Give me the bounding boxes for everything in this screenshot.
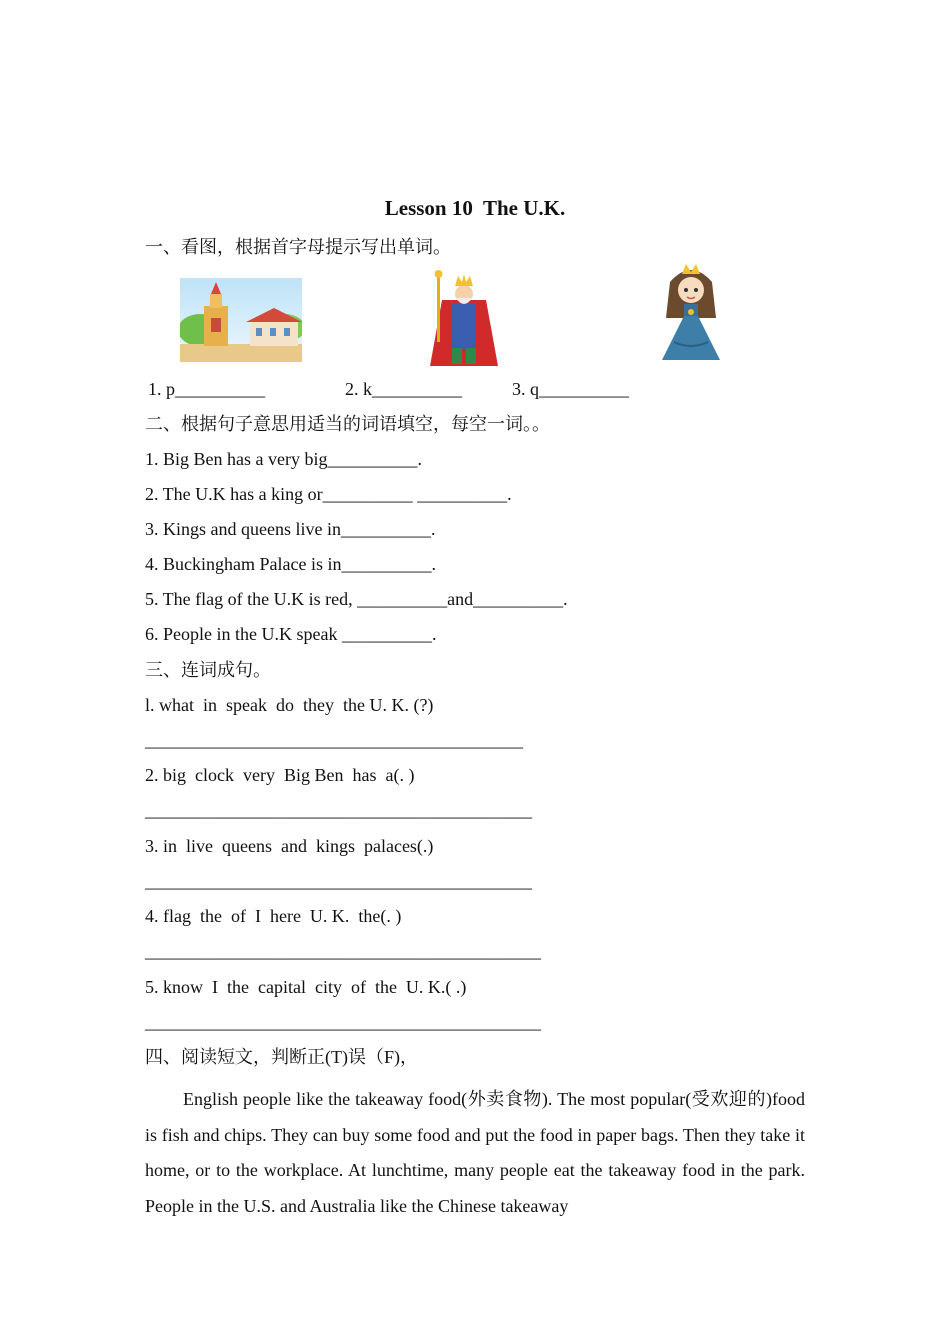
fill-item-6: 6. People in the U.K speak __________. <box>145 624 437 644</box>
fill-item-2: 2. The U.K has a king or__________ __________. <box>145 484 512 504</box>
reading-passage: English people like the takeaway food(外卖食物). The most popular(受欢迎的)food is fish and chips. They can buy some food and put the food in paper bags. Then they take it home, or to the workplace. At lunchtime, many people eat the takeaway food in the park. People in the U.S. and Australia like the Chinese takeaway <box>145 1089 805 1216</box>
sentence-prompt-1: l. what in speak do they the U. K. (?) <box>145 695 434 715</box>
fill-item-1: 1. Big Ben has a very big__________. <box>145 449 422 469</box>
part4-heading: 四、阅读短文，判断正(T)误（F)， <box>145 1047 418 1067</box>
sentence-answer-line-3: ___________________________________________ <box>145 871 532 891</box>
queen-picture <box>660 262 722 362</box>
answer-1: 1. p__________ <box>148 379 265 399</box>
sentence-prompt-3: 3. in live queens and kings palaces(.) <box>145 836 434 856</box>
sentence-prompt-2: 2. big clock very Big Ben has a(. ) <box>145 765 415 785</box>
sentence-answer-line-1: __________________________________________ <box>145 730 523 750</box>
king-picture <box>428 270 500 368</box>
sentence-prompt-5: 5. know I the capital city of the U. K.( .) <box>145 977 467 997</box>
fill-item-5: 5. The flag of the U.K is red, __________and__________. <box>145 589 568 609</box>
palace-picture <box>180 278 302 362</box>
sentence-prompt-4: 4. flag the of I here U. K. the(. ) <box>145 906 402 926</box>
sentence-answer-line-5: ____________________________________________ <box>145 1012 541 1032</box>
fill-item-4: 4. Buckingham Palace is in__________. <box>145 554 436 574</box>
answer-2: 2. k__________ <box>345 379 462 399</box>
page-title: Lesson 10 The U.K. <box>384 196 566 220</box>
fill-item-3: 3. Kings and queens live in__________. <box>145 519 436 539</box>
sentence-answer-line-4: ____________________________________________ <box>145 941 541 961</box>
sentence-answer-line-2: ___________________________________________ <box>145 800 532 820</box>
answer-3: 3. q__________ <box>512 379 629 399</box>
part1-heading: 一、看图，根据首字母提示写出单词。 <box>145 237 451 257</box>
part2-heading: 二、根据句子意思用适当的词语填空，每空一词。。 <box>145 414 550 434</box>
part3-heading: 三、连词成句。 <box>145 660 271 680</box>
